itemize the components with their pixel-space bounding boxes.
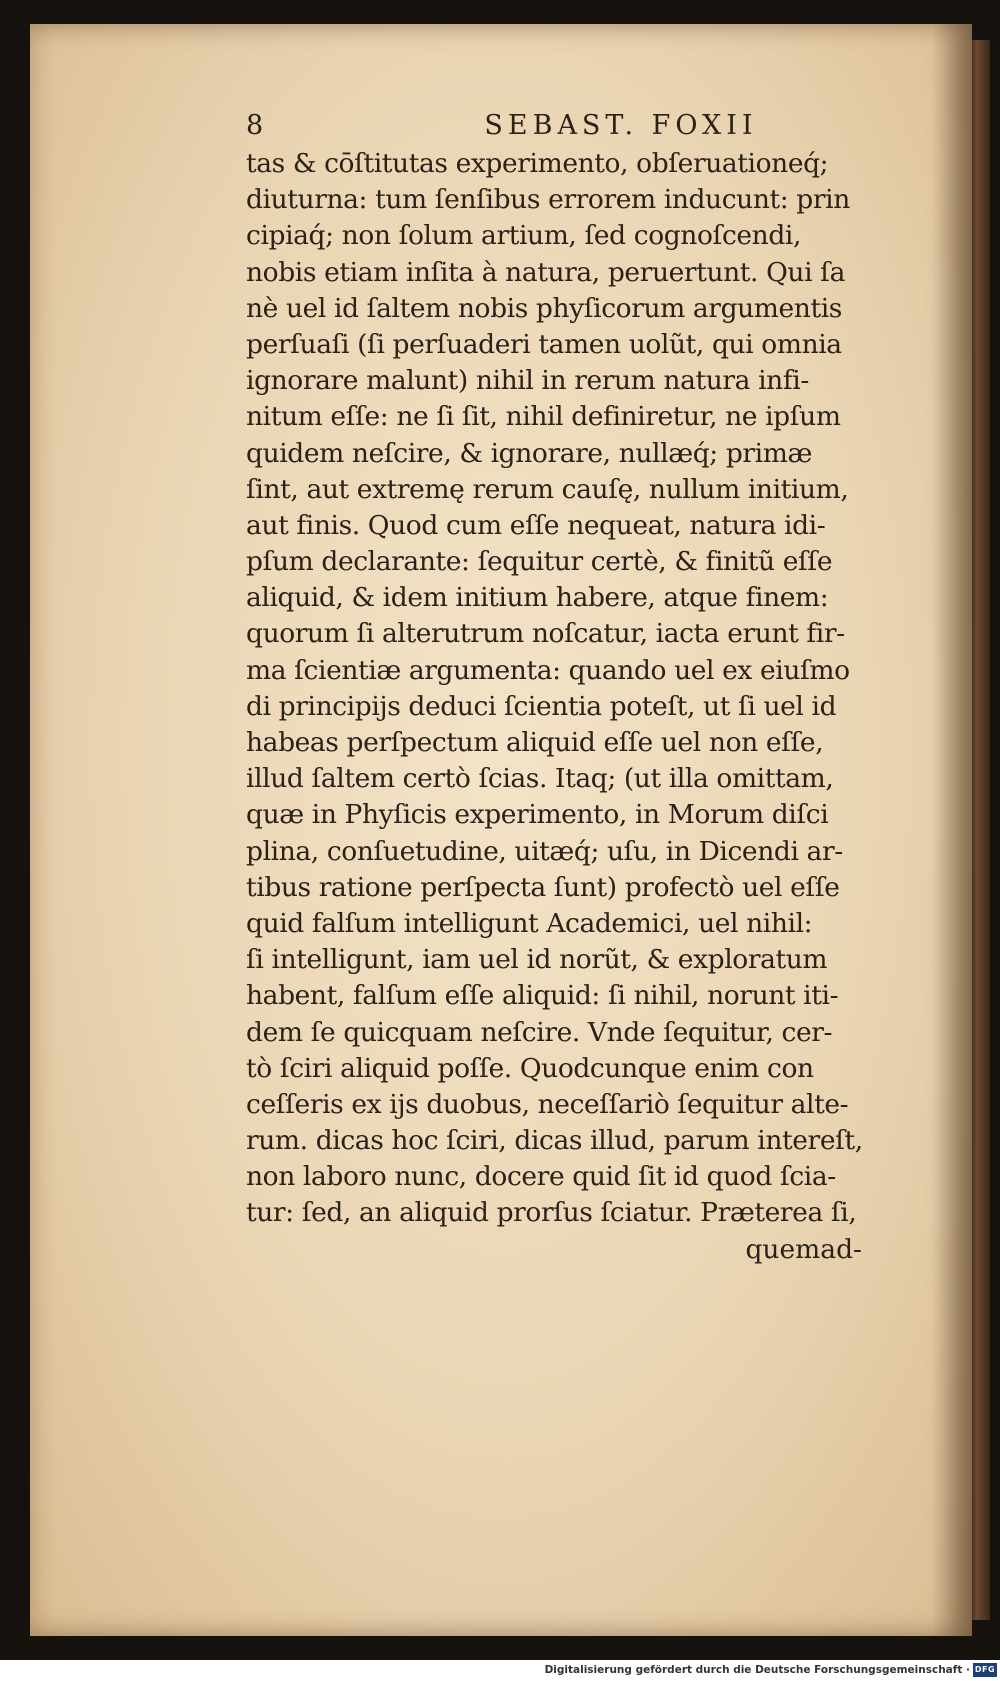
text-line: di principijs deduci ſcientia poteſt, ut ſi uel id (246, 690, 837, 722)
text-line: non laboro nunc, docere quid ſit id quod ſcia- (246, 1161, 836, 1193)
text-line: habeas perſpectum aliquid eſſe uel non eſſe, (246, 727, 824, 758)
text-line: nè uel id ſaltem nobis phyſicorum argumentis (246, 292, 843, 324)
funding-credit: Digitalisierung gefördert durch die Deutsche Forschungsgemeinschaft · (544, 1664, 970, 1676)
text-line: perſuaſi (ſi perſuaderi tamen uolũt, qui omnia (246, 328, 842, 360)
text-line: ma ſcientiæ argumenta: quando uel ex eiuſmo (246, 654, 850, 686)
running-head (246, 106, 926, 146)
text-line: ceſſeris ex ijs duobus, neceſſariò ſequitur alte- (246, 1088, 849, 1120)
page-number: 8 (246, 110, 264, 141)
text-line: ſint, aut extremę rerum cauſę, nullum initium, (246, 473, 849, 505)
text-line: quæ in Phyſicis experimento, in Morum diſci (246, 799, 829, 831)
text-line: pſum declarante: ſequitur certè, & finitũ eſſe (246, 546, 833, 578)
running-title: SEBAST. FOXII (484, 110, 758, 141)
text-line: plina, conſuetudine, uitæq́; uſu, in Dicendi ar- (246, 835, 843, 867)
text-line: quidem neſcire, & ignorare, nullæq́; primæ (246, 437, 812, 469)
body-text (246, 146, 926, 1232)
text-line: tibus ratione perſpecta ſunt) profectò uel eſſe (246, 871, 840, 903)
text-line: cipiaq́; non ſolum artium, ſed cognoſcendi, (246, 220, 801, 252)
gutter-shadow (932, 24, 972, 1636)
text-line: quid falſum intelligunt Academici, uel nihil: (246, 907, 813, 939)
text-line: aut finis. Quod cum eſſe nequeat, natura idi- (246, 509, 826, 541)
text-line: tur: ſed, an aliquid prorſus ſciatur. Præterea ſi, (246, 1197, 857, 1229)
text-line: quorum ſi alterutrum noſcatur, iacta erunt fir- (246, 618, 845, 650)
text-line: ſi intelligunt, iam uel id norũt, & exploratum (246, 944, 828, 976)
text-line: nobis etiam inſita à natura, peruertunt. Qui ſa (246, 256, 845, 288)
text-line: diuturna: tum ſenſibus errorem inducunt: prin (246, 184, 850, 216)
text-line: dem ſe quicquam neſcire. Vnde ſequitur, cer- (246, 1016, 833, 1048)
text-line: illud ſaltem certò ſcias. Itaq; (ut illa omittam, (246, 763, 834, 795)
text-line: rum. dicas hoc ſciri, dicas illud, parum intereſt, (246, 1125, 863, 1157)
text-line: aliquid, & idem initium habere, atque finem: (246, 582, 829, 614)
text-block (246, 106, 926, 1268)
text-line: nitum eſſe: ne ſi ſit, nihil definiretur, ne ipſum (246, 401, 841, 433)
text-line: ignorare malunt) nihil in rerum natura infi- (246, 365, 809, 397)
dfg-logo: DFG (973, 1663, 997, 1677)
text-line: tas & cōſtitutas experimento, obſeruationeq́; (246, 148, 829, 179)
text-line: habent, falſum eſſe aliquid: ſi nihil, norunt iti- (246, 980, 839, 1012)
catchword: quemad- (745, 1233, 862, 1265)
text-line: tò ſciri aliquid poſſe. Quodcunque enim con (246, 1052, 814, 1084)
footer-bar (0, 1660, 1000, 1681)
